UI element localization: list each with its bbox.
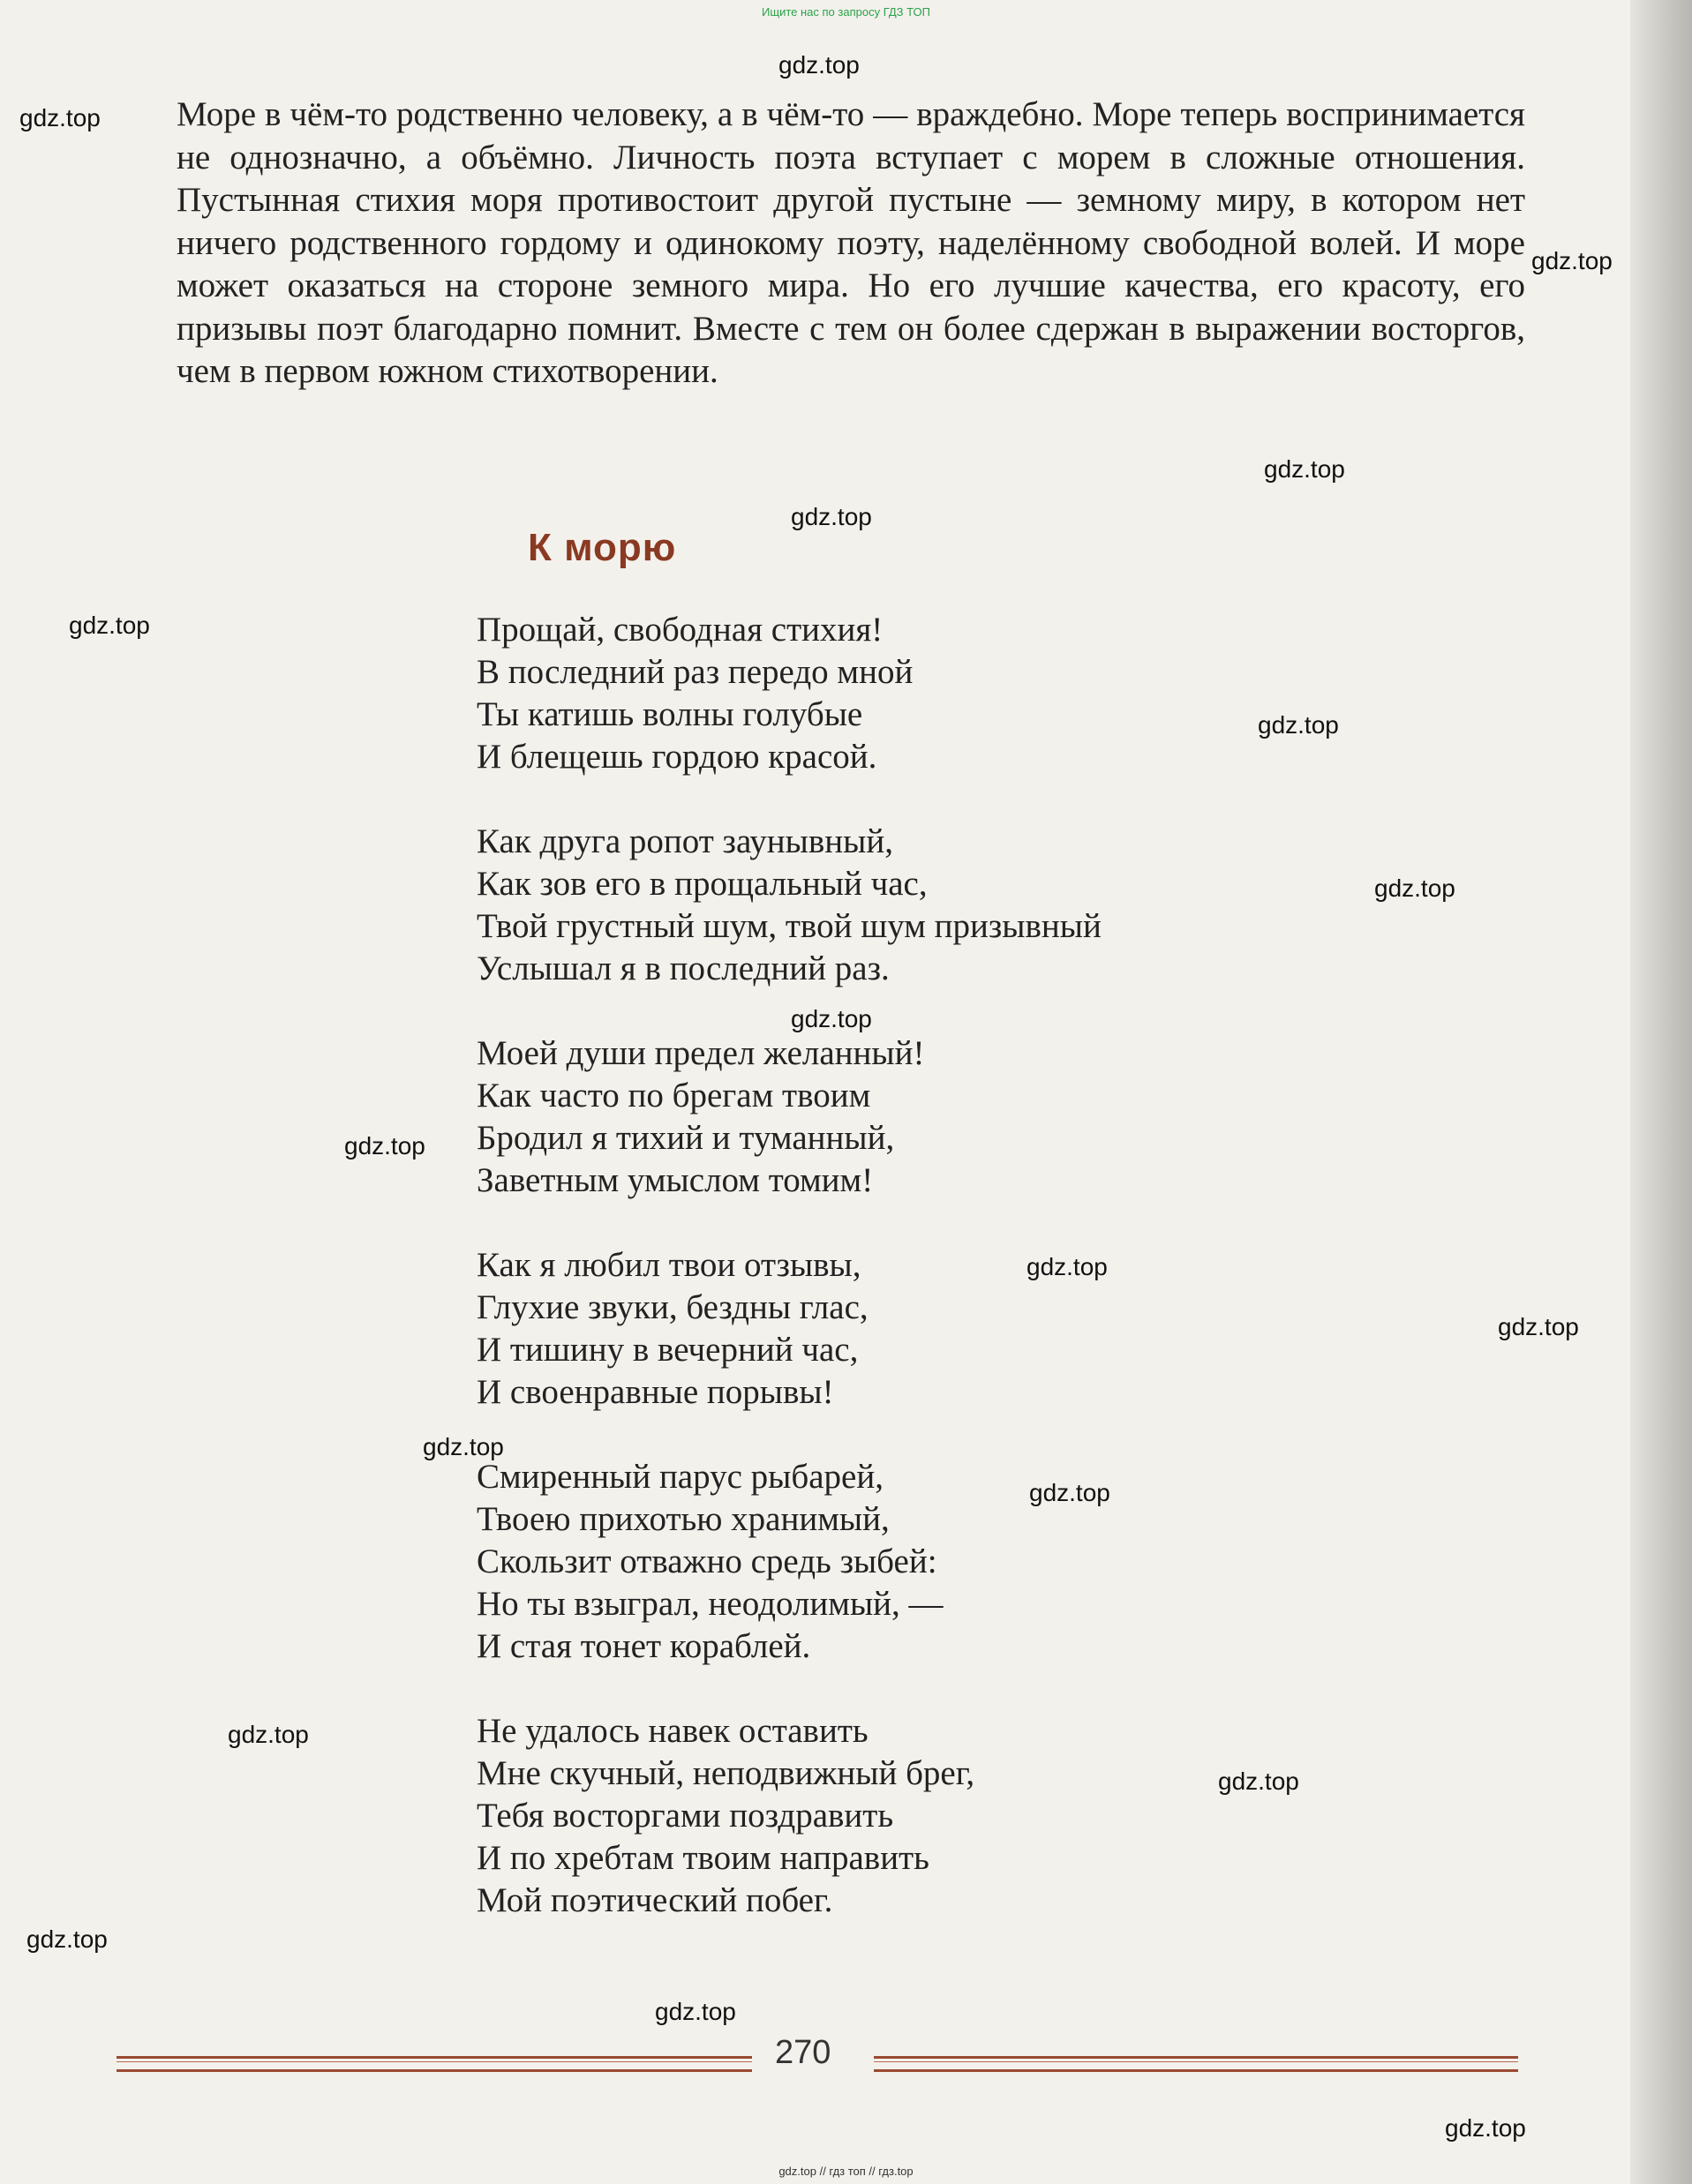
stanza-4 — [477, 1244, 1102, 1414]
page-number: 270 — [775, 2034, 831, 2071]
watermark: gdz.top — [1531, 247, 1613, 274]
poem-line: Услышал я в последний раз. — [477, 949, 890, 987]
poem-line: Мой поэтический побег. — [477, 1881, 833, 1919]
poem-title: К морю — [528, 526, 677, 569]
watermark: gdz.top — [228, 1721, 309, 1748]
watermark: gdz.top — [1374, 874, 1455, 902]
watermark: gdz.top — [344, 1132, 425, 1160]
watermark: gdz.top — [778, 51, 860, 79]
watermark: gdz.top — [19, 104, 101, 131]
poem-line: Как зов его в прощальный час, — [477, 865, 928, 903]
watermark: gdz.top — [1498, 1313, 1579, 1340]
poem-line: Как часто по брегам твоим — [477, 1077, 871, 1115]
poem-line: И своенравные порывы! — [477, 1373, 834, 1411]
watermark: gdz.top — [791, 1005, 872, 1032]
poem-line: Как я любил твои отзывы, — [477, 1246, 861, 1284]
poem-line: Твой грустный шум, твой шум призывный — [477, 907, 1102, 945]
watermark: gdz.top — [791, 503, 872, 530]
stanza-6 — [477, 1710, 1102, 1922]
poem-line: И по хребтам твоим направить — [477, 1839, 929, 1877]
poem-line: И блещешь гордою красой. — [477, 738, 877, 776]
stanza-3 — [477, 1032, 1102, 1202]
stanza-5 — [477, 1456, 1102, 1668]
watermark: gdz.top — [423, 1433, 504, 1460]
watermark: gdz.top — [1258, 711, 1339, 739]
watermark: gdz.top — [1445, 2114, 1526, 2142]
footer-note: gdz.top // гдз топ // гдз.top — [778, 2165, 914, 2178]
poem-line: И тишину в вечерний час, — [477, 1331, 859, 1369]
watermark: gdz.top — [26, 1925, 108, 1953]
poem-line: Скользит отважно средь зыбей: — [477, 1542, 937, 1580]
poem — [477, 609, 1102, 1964]
stanza-2 — [477, 821, 1102, 990]
poem-line: Бродил я тихий и туманный, — [477, 1119, 895, 1157]
poem-line: Тебя восторгами поздравить — [477, 1797, 894, 1835]
watermark: gdz.top — [69, 612, 150, 639]
poem-line: И стая тонет кораблей. — [477, 1627, 811, 1665]
footer-rule-right — [874, 2056, 1518, 2072]
poem-line: В последний раз передо мной — [477, 653, 914, 691]
header-note: Ищите нас по запросу ГДЗ ТОП — [762, 5, 930, 19]
poem-line: Как друга ропот заунывный, — [477, 822, 893, 860]
poem-line: Но ты взыграл, неодолимый, — — [477, 1585, 944, 1623]
poem-line: Не удалось навек оставить — [477, 1712, 869, 1750]
watermark: gdz.top — [655, 1998, 736, 2025]
watermark: gdz.top — [1026, 1253, 1108, 1280]
stanza-1 — [477, 609, 1102, 778]
poem-line: Глухие звуки, бездны глас, — [477, 1288, 869, 1326]
footer-rule-left — [117, 2056, 752, 2072]
poem-line: Твоею прихотью хранимый, — [477, 1500, 890, 1538]
prose-paragraph — [177, 94, 1525, 394]
prose-text: Море в чём-то родственно человеку, а в чём-то — враждебно. Море теперь воспринимается не однозначно, а объёмно. Личность поэта вступает с морем в сложные отношения. Пустынная стихия моря противостоит другой пустыне — земному миру, в котором нет ничего родственного гордому и одинокому поэту, наделённому свободной волей. И море может оказаться на стороне земного мира. Но его лучшие качества, его красоту, его призывы поэт благодарно помнит. Вместе с тем он более сдержан в выражении восторгов, чем в первом южном стихотворении. — [177, 95, 1525, 390]
watermark: gdz.top — [1218, 1767, 1299, 1795]
poem-line: Мне скучный, неподвижный брег, — [477, 1754, 975, 1792]
poem-line: Заветным умыслом томим! — [477, 1161, 874, 1199]
poem-line: Моей души предел желанный! — [477, 1034, 925, 1072]
watermark: gdz.top — [1029, 1479, 1110, 1506]
poem-line: Ты катишь волны голубые — [477, 695, 863, 733]
poem-line: Смиренный парус рыбарей, — [477, 1458, 884, 1496]
watermark: gdz.top — [1264, 455, 1345, 483]
page-edge-shadow — [1630, 0, 1692, 2184]
poem-line: Прощай, свободная стихия! — [477, 611, 884, 649]
